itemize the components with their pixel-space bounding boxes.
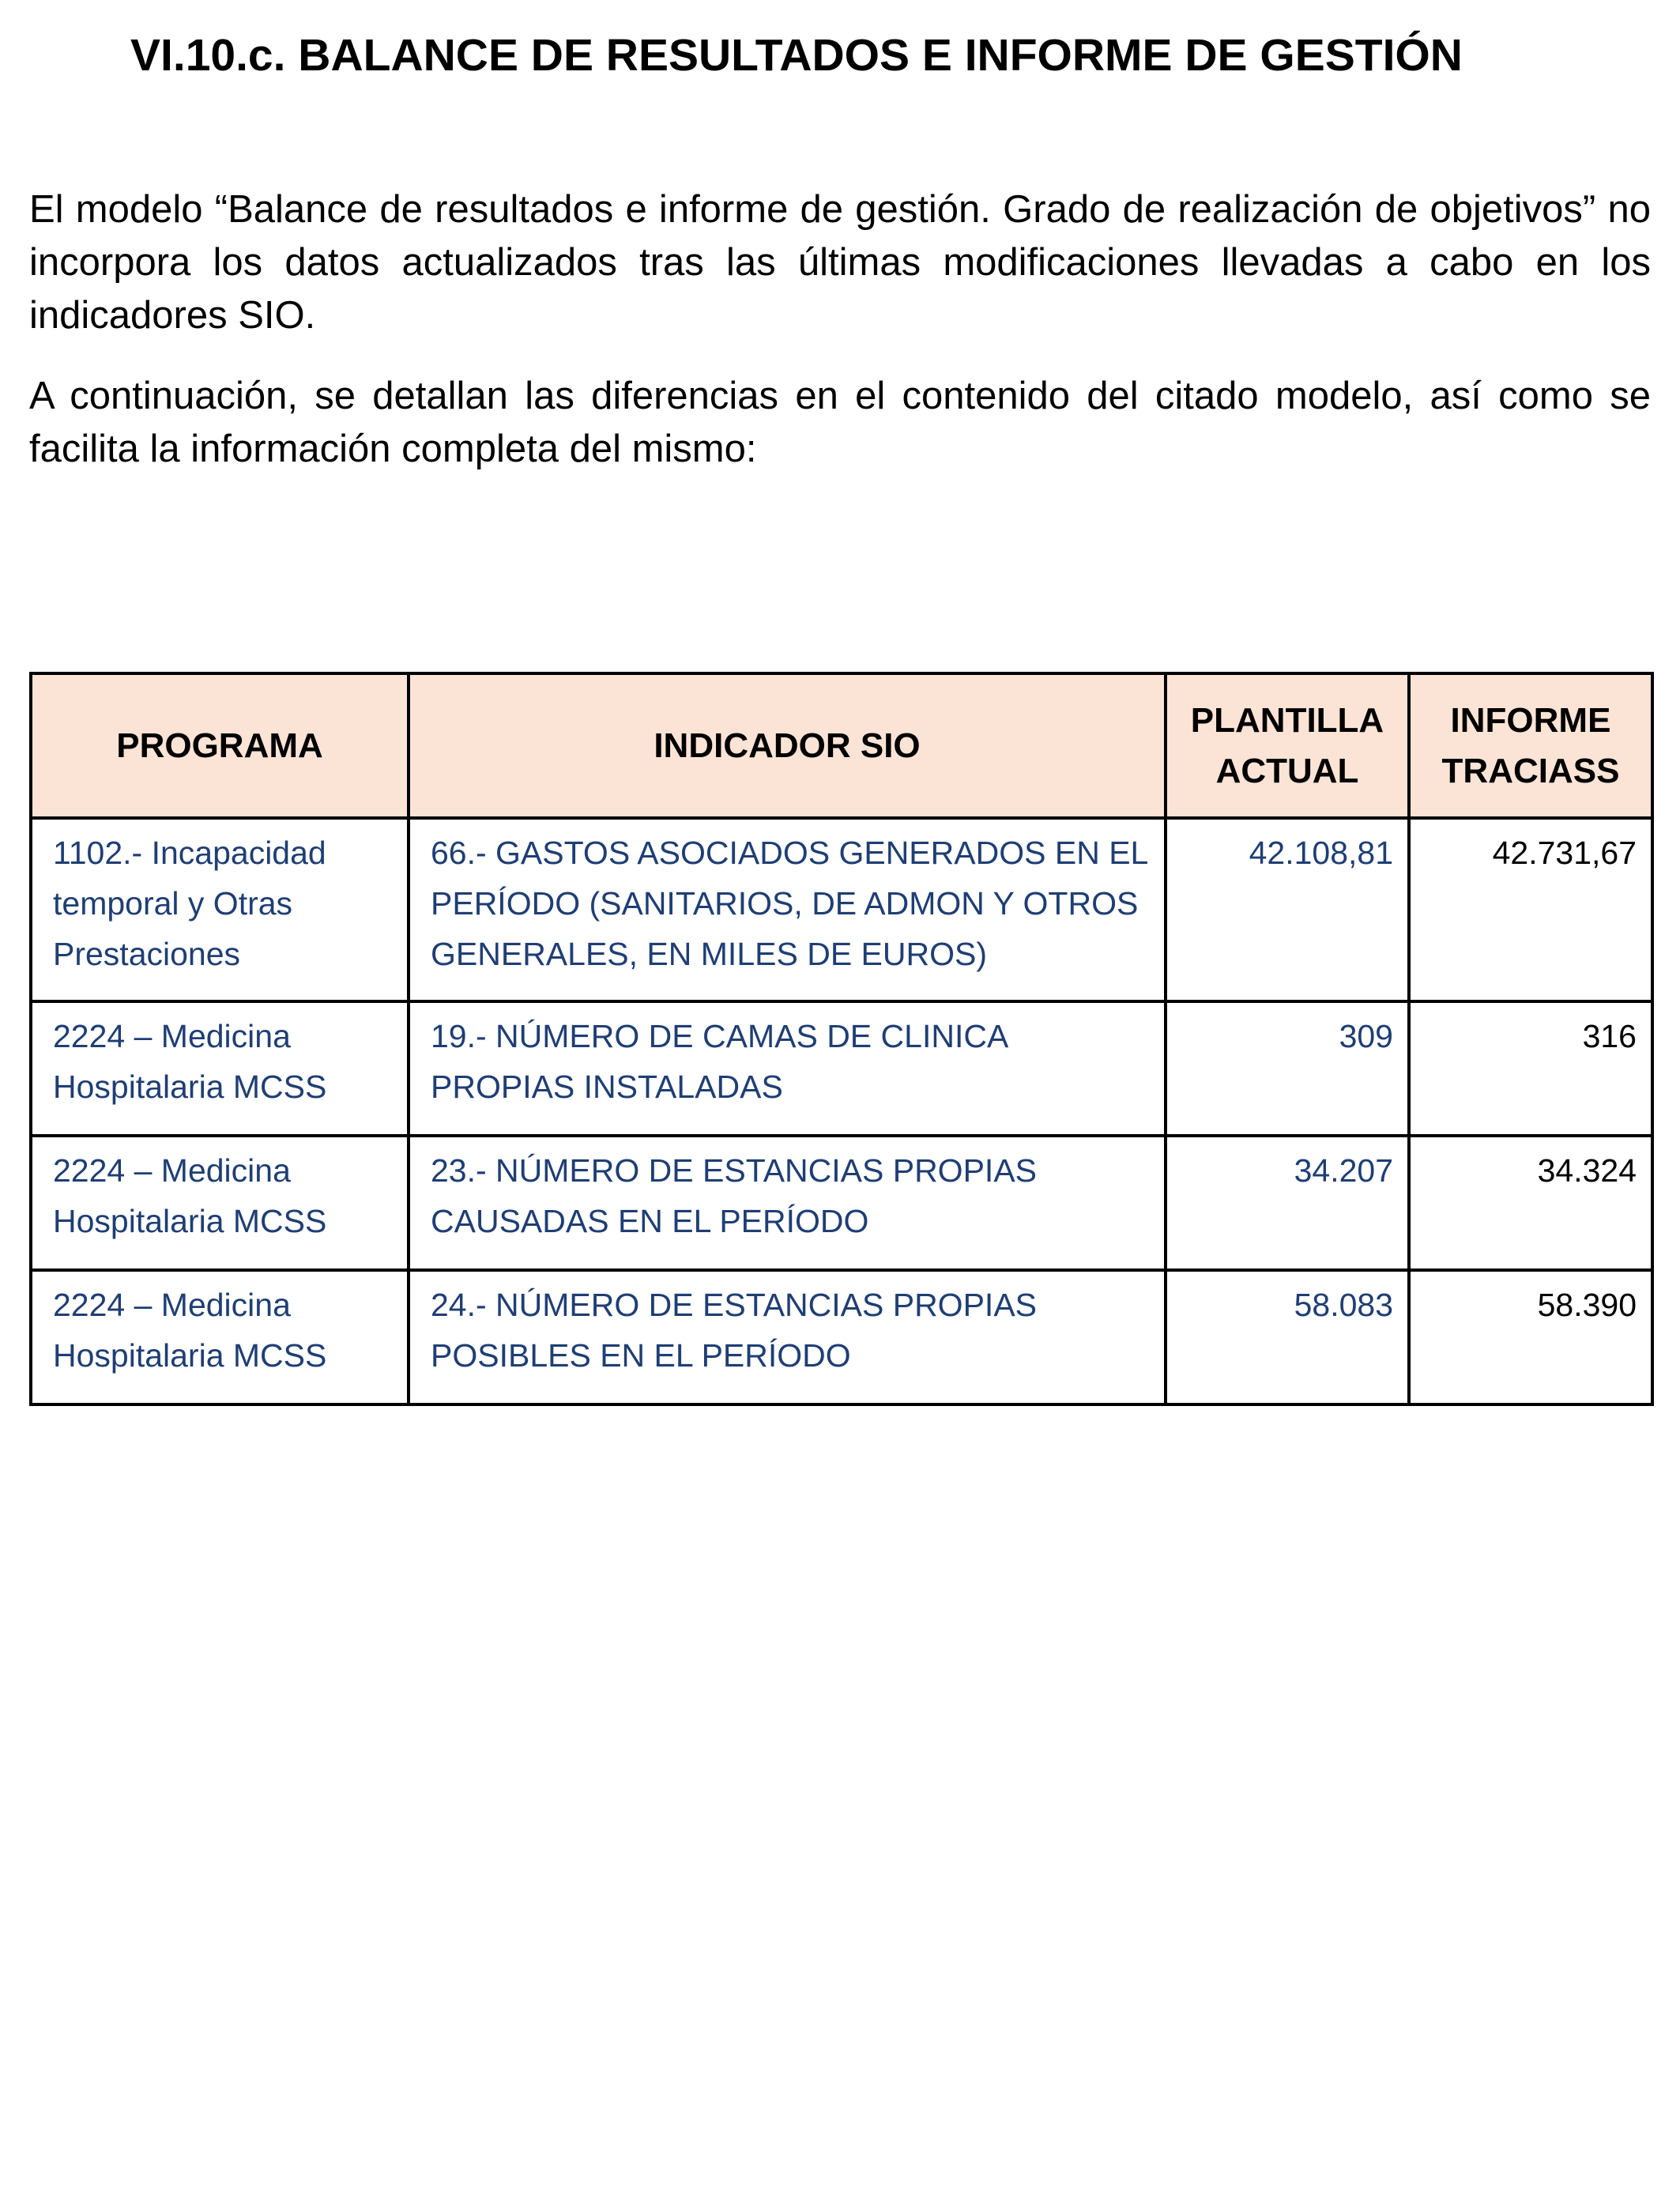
header-indicador-sio: INDICADOR SIO — [409, 673, 1166, 818]
cell-indicador: 66.- GASTOS ASOCIADOS GENERADOS EN EL PERÍODO (SANITARIOS, DE ADMON Y OTROS GENERALES, EN MILES DE EUROS) — [409, 818, 1166, 1001]
cell-plantilla-actual: 42.108,81 — [1166, 818, 1409, 1001]
header-informe-traciass: INFORME TRACIASS — [1409, 673, 1652, 818]
page-title: VI.10.c. BALANCE DE RESULTADOS E INFORME DE GESTIÓN — [130, 30, 1463, 81]
cell-informe-traciass: 34.324 — [1409, 1136, 1652, 1270]
cell-programa: 1102.- Incapacidad temporal y Otras Prestaciones — [31, 818, 409, 1001]
detail-paragraph: A continuación, se detallan las diferencias en el contenido del citado modelo, así como se facilita la información completa del mismo: — [29, 375, 1651, 470]
table-header-row — [31, 673, 1652, 818]
header-plantilla-actual: PLANTILLA ACTUAL — [1166, 673, 1409, 818]
cell-informe-traciass: 42.731,67 — [1409, 818, 1652, 1001]
cell-indicador: 19.- NÚMERO DE CAMAS DE CLINICA PROPIAS INSTALADAS — [409, 1001, 1166, 1136]
table-row — [31, 1001, 1652, 1136]
cell-plantilla-actual: 58.083 — [1166, 1270, 1409, 1404]
table-row — [31, 1136, 1652, 1270]
cell-indicador: 24.- NÚMERO DE ESTANCIAS PROPIAS POSIBLES EN EL PERÍODO — [409, 1270, 1166, 1404]
cell-programa: 2224 – Medicina Hospitalaria MCSS — [31, 1001, 409, 1136]
header-programa: PROGRAMA — [31, 673, 409, 818]
cell-informe-traciass: 58.390 — [1409, 1270, 1652, 1404]
cell-programa: 2224 – Medicina Hospitalaria MCSS — [31, 1136, 409, 1270]
cell-plantilla-actual: 34.207 — [1166, 1136, 1409, 1270]
table-row — [31, 818, 1652, 1001]
intro-paragraph: El modelo “Balance de resultados e informe de gestión. Grado de realización de objetivos” no incorpora los datos actualizados tras las últimas modificaciones llevadas a cabo en los indicadores SIO. — [29, 188, 1651, 337]
cell-plantilla-actual: 309 — [1166, 1001, 1409, 1136]
indicators-table — [29, 672, 1654, 1406]
cell-programa: 2224 – Medicina Hospitalaria MCSS — [31, 1270, 409, 1404]
table-row — [31, 1270, 1652, 1404]
cell-informe-traciass: 316 — [1409, 1001, 1652, 1136]
cell-indicador: 23.- NÚMERO DE ESTANCIAS PROPIAS CAUSADAS EN EL PERÍODO — [409, 1136, 1166, 1270]
